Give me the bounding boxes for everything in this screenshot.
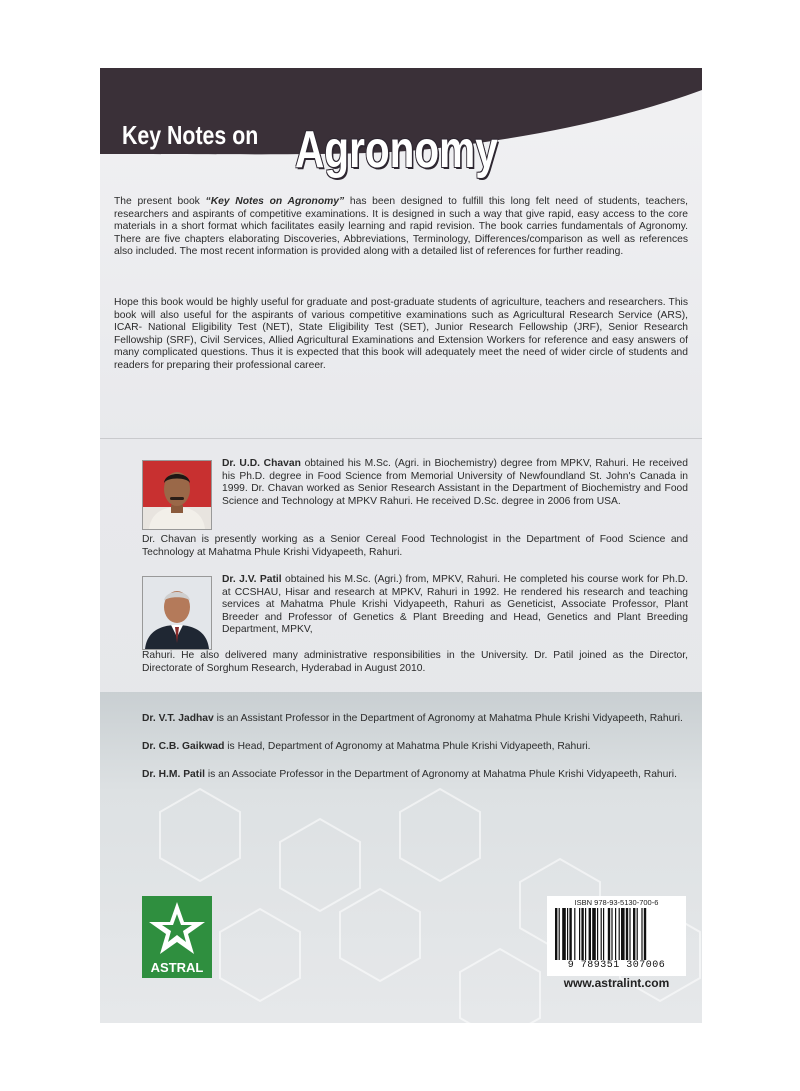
title-main: Agronomy <box>295 121 498 179</box>
barcode-box <box>547 896 686 976</box>
para1-rest: has been designed to fulfill this long felt need of students, teachers, researchers and aspirants of competitive examinations. It is designed in such a way that give rapid, easy access to the core materials in a short format which facilitates easily learning and rapid revision. The book carries fundamentals of Agronomy. There are five chapters elaborating Discoveries, Abbreviations, Terminology, Differences/comparison as well as references also included. The most recent information is provided along with a detailed list of references for further reading. <box>114 196 689 258</box>
book-back-cover <box>100 68 702 1023</box>
section-divider <box>100 438 702 439</box>
author-bio-chavan-continued: Dr. Chavan is presently working as a Senior Cereal Food Technologist in the Department of Food Science and Technology at Mahatma Phule Krishi Vidyapeeth, Rahuri. <box>142 534 688 558</box>
title-prefix: Key Notes on <box>122 120 259 150</box>
star-icon <box>142 896 212 958</box>
author-bio-chavan-text: obtained his M.Sc. (Agri. in Biochemistry) degree from MPKV, Rahuri. He received his Ph.D. degree in Food Science from Memorial University of Newfoundland St. John's Canada in 1999. Dr. Chavan worked as Senior Research Assistant in the Department of Biochemistry and Food Science and Technology at MPKV Rahuri. He received D.Sc. degree in 2006 from USA. <box>222 458 689 507</box>
description-paragraph-2: Hope this book would be highly useful for graduate and post-graduate students of agriculture, teachers and researchers. This book will also useful for the aspirants of various competitive examinations such as Agricultural Research Service (ARS), ICAR- National Eligibility Test (NET), State Eligibility Test (SET), Junior Research Fellowship (JRF), Senior Research Fellowship (SRF), Civil Services, Allied Agricultural Examinations and Extension Workers for reference and easy answers of many complicated questions. Thus it is expected that this book will adequately meet the need of wider circle of students and readers for preparing their professional career. <box>114 297 688 371</box>
coauthor-name-gaikwad: Dr. C.B. Gaikwad <box>142 741 225 752</box>
barcode-number: 9 789351 307006 <box>567 960 666 971</box>
barcode-icon <box>555 908 678 960</box>
coauthor-gaikwad <box>142 741 688 754</box>
coauthor-jadhav <box>142 713 688 726</box>
author-bio-patil-text: obtained his M.Sc. (Agri.) from, MPKV, Rahuri. He completed his course work for Ph.D. at CCSHAU, Hisar and research at MPKV, Rahuri in 1992. He rendered his research and teaching services at Mahatma Phule Krishi Vidyapeeth, Rahuri as Geneticist, Associate Professor, Plant Breeder and Professor of Genetics & Plant Breeding and Head, Genetics and Plant Breeding Department, MPKV, <box>222 574 688 636</box>
publisher-website[interactable]: www.astralint.com <box>563 976 670 990</box>
coauthor-text-hm-patil: is an Associate Professor in the Department of Agronomy at Mahatma Phule Krishi Vidyapeeth, Rahuri. <box>204 769 677 780</box>
coauthor-hm-patil <box>142 769 688 782</box>
author-photo-patil <box>142 576 212 650</box>
author-name-patil: Dr. J.V. Patil <box>222 574 282 585</box>
coauthor-name-hm-patil: Dr. H.M. Patil <box>142 769 205 780</box>
isbn-label: ISBN 978-93-5130-700-6 <box>574 898 659 907</box>
author-bio-chavan <box>222 458 688 508</box>
author-bio-patil <box>222 574 688 637</box>
coauthor-name-jadhav: Dr. V.T. Jadhav <box>142 713 214 724</box>
description-paragraph-1 <box>114 196 688 259</box>
coauthor-text-gaikwad: is Head, Department of Agronomy at Mahatma Phule Krishi Vidyapeeth, Rahuri. <box>224 741 591 752</box>
coauthor-text-jadhav: is an Assistant Professor in the Department of Agronomy at Mahatma Phule Krishi Vidyapeeth, Rahuri. <box>213 713 683 724</box>
para1-lead: The present book <box>114 196 206 207</box>
author-name-chavan: Dr. U.D. Chavan <box>222 458 301 469</box>
book-title-emphasis: “Key Notes on Agronomy” <box>205 196 345 207</box>
author-photo-chavan <box>142 460 212 530</box>
publisher-logo <box>142 896 212 978</box>
author-bio-patil-continued: Rahuri. He also delivered many administrative responsibilities in the University. Dr. Patil joined as the Director, Directorate of Sorghum Research, Hyderabad in August 2010. <box>142 650 688 674</box>
publisher-logo-text: ASTRAL <box>150 960 204 975</box>
